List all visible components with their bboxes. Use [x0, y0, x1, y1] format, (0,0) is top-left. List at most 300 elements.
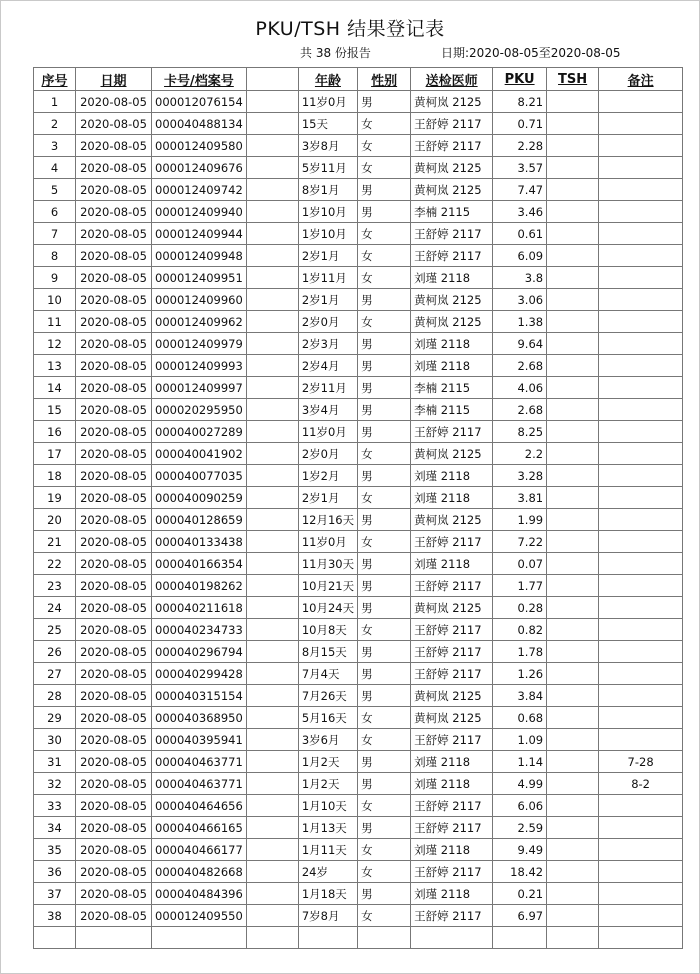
- cell-card: 000040299428: [152, 663, 247, 685]
- cell-sex: 女: [358, 135, 411, 157]
- table-row: [34, 421, 683, 443]
- table-row: [34, 773, 683, 795]
- cell-note: [599, 707, 683, 729]
- cell-tsh: [547, 641, 599, 663]
- cell-tsh: [547, 179, 599, 201]
- cell-date: 2020-08-05: [76, 245, 152, 267]
- cell-pku: 1.77: [493, 575, 547, 597]
- cell-tsh: [547, 597, 599, 619]
- cell-sex: [358, 927, 411, 949]
- cell-pku: 0.71: [493, 113, 547, 135]
- cell-doctor: 王舒婷 2117: [411, 245, 493, 267]
- cell-sex: 男: [358, 597, 411, 619]
- cell-date: 2020-08-05: [76, 905, 152, 927]
- cell-tsh: [547, 685, 599, 707]
- cell-blank: [246, 135, 298, 157]
- cell-tsh: [547, 795, 599, 817]
- cell-pku: 2.68: [493, 355, 547, 377]
- cell-blank: [246, 355, 298, 377]
- cell-sex: 女: [358, 223, 411, 245]
- cell-blank: [246, 443, 298, 465]
- cell-tsh: [547, 905, 599, 927]
- cell-card: 000012409962: [152, 311, 247, 333]
- cell-tsh: [547, 311, 599, 333]
- table-row: [34, 553, 683, 575]
- cell-card: 000040296794: [152, 641, 247, 663]
- cell-card: 000012409742: [152, 179, 247, 201]
- cell-date: 2020-08-05: [76, 729, 152, 751]
- cell-age: 3岁6月: [298, 729, 357, 751]
- cell-pku: 1.38: [493, 311, 547, 333]
- cell-note: [599, 597, 683, 619]
- cell-pku: 2.2: [493, 443, 547, 465]
- cell-note: [599, 245, 683, 267]
- cell-sex: 女: [358, 487, 411, 509]
- header-sex: 性别: [358, 68, 411, 91]
- cell-pku: 0.82: [493, 619, 547, 641]
- cell-date: 2020-08-05: [76, 597, 152, 619]
- cell-age: 7月26天: [298, 685, 357, 707]
- cell-seq: 21: [34, 531, 76, 553]
- cell-seq: 13: [34, 355, 76, 377]
- cell-tsh: [547, 465, 599, 487]
- cell-tsh: [547, 773, 599, 795]
- cell-date: 2020-08-05: [76, 201, 152, 223]
- cell-note: [599, 883, 683, 905]
- cell-note: [599, 839, 683, 861]
- cell-sex: 女: [358, 245, 411, 267]
- cell-note: [599, 861, 683, 883]
- cell-date: 2020-08-05: [76, 355, 152, 377]
- cell-tsh: [547, 817, 599, 839]
- cell-age: 8岁1月: [298, 179, 357, 201]
- cell-pku: 4.99: [493, 773, 547, 795]
- table-row: [34, 685, 683, 707]
- cell-sex: 男: [358, 399, 411, 421]
- cell-sex: 男: [358, 421, 411, 443]
- cell-sex: 女: [358, 311, 411, 333]
- cell-seq: 38: [34, 905, 76, 927]
- cell-date: 2020-08-05: [76, 333, 152, 355]
- cell-note: [599, 135, 683, 157]
- cell-doctor: 李楠 2115: [411, 201, 493, 223]
- cell-note: [599, 443, 683, 465]
- cell-sex: 女: [358, 839, 411, 861]
- cell-sex: 男: [358, 663, 411, 685]
- cell-pku: 4.06: [493, 377, 547, 399]
- table-row: [34, 509, 683, 531]
- cell-pku: 9.49: [493, 839, 547, 861]
- cell-card: 000040484396: [152, 883, 247, 905]
- cell-blank: [246, 91, 298, 113]
- table-row: [34, 355, 683, 377]
- cell-date: 2020-08-05: [76, 861, 152, 883]
- cell-doctor: 刘瑾 2118: [411, 773, 493, 795]
- cell-tsh: [547, 619, 599, 641]
- cell-blank: [246, 487, 298, 509]
- cell-note: [599, 289, 683, 311]
- cell-date: 2020-08-05: [76, 443, 152, 465]
- cell-sex: 男: [358, 641, 411, 663]
- cell-note: [599, 223, 683, 245]
- cell-card: 000040090259: [152, 487, 247, 509]
- cell-doctor: 黄柯岚 2125: [411, 685, 493, 707]
- cell-note: [599, 795, 683, 817]
- cell-pku: 9.64: [493, 333, 547, 355]
- cell-pku: 0.21: [493, 883, 547, 905]
- cell-seq: 11: [34, 311, 76, 333]
- cell-seq: 8: [34, 245, 76, 267]
- cell-date: 2020-08-05: [76, 641, 152, 663]
- table-row: [34, 333, 683, 355]
- table-row: [34, 729, 683, 751]
- table-row: [34, 707, 683, 729]
- cell-seq: 1: [34, 91, 76, 113]
- cell-doctor: 王舒婷 2117: [411, 817, 493, 839]
- cell-sex: 男: [358, 289, 411, 311]
- cell-age: 10月24天: [298, 597, 357, 619]
- table-row: [34, 487, 683, 509]
- cell-pku: 6.97: [493, 905, 547, 927]
- cell-card: 000040077035: [152, 465, 247, 487]
- cell-blank: [246, 267, 298, 289]
- cell-age: 11岁0月: [298, 91, 357, 113]
- cell-date: 2020-08-05: [76, 509, 152, 531]
- cell-tsh: [547, 399, 599, 421]
- cell-note: [599, 619, 683, 641]
- table-body: [34, 91, 683, 949]
- cell-sex: 女: [358, 267, 411, 289]
- cell-tsh: [547, 927, 599, 949]
- cell-blank: [246, 157, 298, 179]
- cell-sex: 女: [358, 157, 411, 179]
- cell-pku: 1.99: [493, 509, 547, 531]
- cell-card: 000012409550: [152, 905, 247, 927]
- cell-note: [599, 575, 683, 597]
- cell-tsh: [547, 245, 599, 267]
- cell-blank: [246, 311, 298, 333]
- cell-date: 2020-08-05: [76, 399, 152, 421]
- cell-age: 1月2天: [298, 751, 357, 773]
- cell-sex: 男: [358, 817, 411, 839]
- cell-doctor: 黄柯岚 2125: [411, 179, 493, 201]
- cell-note: [599, 267, 683, 289]
- cell-tsh: [547, 575, 599, 597]
- cell-age: 2岁0月: [298, 311, 357, 333]
- cell-blank: [246, 619, 298, 641]
- cell-age: 11岁0月: [298, 531, 357, 553]
- cell-sex: 女: [358, 707, 411, 729]
- cell-age: 2岁11月: [298, 377, 357, 399]
- cell-date: 2020-08-05: [76, 685, 152, 707]
- cell-age: 2岁1月: [298, 245, 357, 267]
- cell-doctor: 刘瑾 2118: [411, 465, 493, 487]
- cell-card: 000040395941: [152, 729, 247, 751]
- cell-doctor: 黄柯岚 2125: [411, 707, 493, 729]
- cell-blank: [246, 553, 298, 575]
- cell-doctor: 刘瑾 2118: [411, 839, 493, 861]
- cell-sex: 女: [358, 443, 411, 465]
- cell-blank: [246, 707, 298, 729]
- cell-note: [599, 663, 683, 685]
- cell-card: 000012409948: [152, 245, 247, 267]
- cell-doctor: 王舒婷 2117: [411, 531, 493, 553]
- table-row: [34, 663, 683, 685]
- cell-date: 2020-08-05: [76, 707, 152, 729]
- cell-note: [599, 333, 683, 355]
- cell-blank: [246, 509, 298, 531]
- cell-seq: 30: [34, 729, 76, 751]
- cell-tsh: [547, 861, 599, 883]
- cell-age: 1月2天: [298, 773, 357, 795]
- cell-blank: [246, 575, 298, 597]
- cell-note: [599, 91, 683, 113]
- cell-tsh: [547, 839, 599, 861]
- cell-tsh: [547, 707, 599, 729]
- table-row: [34, 795, 683, 817]
- cell-tsh: [547, 553, 599, 575]
- cell-card: 000040463771: [152, 773, 247, 795]
- cell-pku: 3.84: [493, 685, 547, 707]
- cell-age: 8月15天: [298, 641, 357, 663]
- cell-tsh: [547, 157, 599, 179]
- table-row: [34, 751, 683, 773]
- cell-blank: [246, 795, 298, 817]
- cell-date: [76, 927, 152, 949]
- cell-blank: [246, 421, 298, 443]
- table-row: [34, 861, 683, 883]
- cell-blank: [246, 883, 298, 905]
- cell-date: 2020-08-05: [76, 421, 152, 443]
- cell-age: 7岁8月: [298, 905, 357, 927]
- cell-blank: [246, 179, 298, 201]
- header-row: [34, 68, 683, 91]
- cell-card: 000012409997: [152, 377, 247, 399]
- header-seq: 序号: [34, 68, 76, 91]
- cell-seq: 19: [34, 487, 76, 509]
- cell-date: 2020-08-05: [76, 179, 152, 201]
- cell-blank: [246, 223, 298, 245]
- cell-age: 2岁1月: [298, 289, 357, 311]
- cell-seq: 5: [34, 179, 76, 201]
- cell-seq: 16: [34, 421, 76, 443]
- cell-age: 2岁3月: [298, 333, 357, 355]
- header-age: 年龄: [298, 68, 357, 91]
- cell-note: [599, 641, 683, 663]
- cell-seq: 24: [34, 597, 76, 619]
- cell-card: 000040464656: [152, 795, 247, 817]
- cell-card: 000040211618: [152, 597, 247, 619]
- cell-note: [599, 113, 683, 135]
- cell-note: [599, 377, 683, 399]
- cell-note: [599, 817, 683, 839]
- cell-note: [599, 487, 683, 509]
- cell-sex: 男: [358, 91, 411, 113]
- cell-pku: 3.28: [493, 465, 547, 487]
- cell-date: 2020-08-05: [76, 883, 152, 905]
- cell-tsh: [547, 729, 599, 751]
- cell-doctor: 刘瑾 2118: [411, 883, 493, 905]
- cell-age: 10月21天: [298, 575, 357, 597]
- cell-tsh: [547, 377, 599, 399]
- cell-doctor: 王舒婷 2117: [411, 135, 493, 157]
- cell-doctor: 黄柯岚 2125: [411, 289, 493, 311]
- cell-doctor: 王舒婷 2117: [411, 729, 493, 751]
- cell-age: 2岁0月: [298, 443, 357, 465]
- cell-tsh: [547, 751, 599, 773]
- cell-age: 3岁8月: [298, 135, 357, 157]
- cell-sex: 女: [358, 905, 411, 927]
- cell-sex: 男: [358, 883, 411, 905]
- cell-card: 000040315154: [152, 685, 247, 707]
- cell-doctor: 王舒婷 2117: [411, 113, 493, 135]
- cell-sex: 女: [358, 861, 411, 883]
- cell-seq: 12: [34, 333, 76, 355]
- table-row: [34, 443, 683, 465]
- table-row: [34, 817, 683, 839]
- cell-sex: 女: [358, 531, 411, 553]
- cell-blank: [246, 773, 298, 795]
- table-row: [34, 311, 683, 333]
- cell-seq: 26: [34, 641, 76, 663]
- cell-sex: 男: [358, 333, 411, 355]
- cell-sex: 男: [358, 355, 411, 377]
- cell-tsh: [547, 333, 599, 355]
- table-row: [34, 245, 683, 267]
- cell-sex: 女: [358, 729, 411, 751]
- cell-age: 11岁0月: [298, 421, 357, 443]
- cell-card: 000040466165: [152, 817, 247, 839]
- cell-date: 2020-08-05: [76, 575, 152, 597]
- cell-note: [599, 509, 683, 531]
- cell-note: [599, 179, 683, 201]
- cell-date: 2020-08-05: [76, 487, 152, 509]
- cell-seq: 17: [34, 443, 76, 465]
- cell-card: 000040234733: [152, 619, 247, 641]
- cell-date: 2020-08-05: [76, 531, 152, 553]
- cell-sex: 男: [358, 751, 411, 773]
- cell-age: 1岁10月: [298, 201, 357, 223]
- cell-doctor: 王舒婷 2117: [411, 641, 493, 663]
- cell-sex: 女: [358, 619, 411, 641]
- cell-pku: 1.09: [493, 729, 547, 751]
- cell-blank: [246, 333, 298, 355]
- cell-seq: 28: [34, 685, 76, 707]
- cell-card: 000012409940: [152, 201, 247, 223]
- cell-seq: 35: [34, 839, 76, 861]
- cell-seq: 2: [34, 113, 76, 135]
- cell-blank: [246, 817, 298, 839]
- cell-blank: [246, 399, 298, 421]
- cell-age: [298, 927, 357, 949]
- table-row: [34, 377, 683, 399]
- report-count: 共 38 份报告: [300, 46, 371, 60]
- cell-tsh: [547, 289, 599, 311]
- cell-card: 000020295950: [152, 399, 247, 421]
- cell-doctor: 王舒婷 2117: [411, 575, 493, 597]
- cell-doctor: 王舒婷 2117: [411, 223, 493, 245]
- cell-note: [599, 421, 683, 443]
- cell-age: 2岁4月: [298, 355, 357, 377]
- cell-age: 1岁2月: [298, 465, 357, 487]
- table-row: [34, 575, 683, 597]
- cell-date: 2020-08-05: [76, 377, 152, 399]
- cell-blank: [246, 289, 298, 311]
- cell-age: 24岁: [298, 861, 357, 883]
- cell-pku: 0.07: [493, 553, 547, 575]
- table-row: [34, 531, 683, 553]
- cell-card: 000012409580: [152, 135, 247, 157]
- cell-blank: [246, 465, 298, 487]
- cell-doctor: 刘瑾 2118: [411, 267, 493, 289]
- cell-pku: 8.25: [493, 421, 547, 443]
- cell-doctor: 王舒婷 2117: [411, 795, 493, 817]
- cell-pku: 0.28: [493, 597, 547, 619]
- cell-note: [599, 685, 683, 707]
- cell-card: 000040041902: [152, 443, 247, 465]
- cell-note: 7-28: [599, 751, 683, 773]
- cell-date: 2020-08-05: [76, 553, 152, 575]
- cell-doctor: 黄柯岚 2125: [411, 157, 493, 179]
- cell-sex: 女: [358, 113, 411, 135]
- cell-card: 000040128659: [152, 509, 247, 531]
- header-card: 卡号/档案号: [152, 68, 247, 91]
- cell-doctor: 刘瑾 2118: [411, 487, 493, 509]
- cell-card: 000040027289: [152, 421, 247, 443]
- cell-doctor: 刘瑾 2118: [411, 751, 493, 773]
- table-row: [34, 179, 683, 201]
- cell-pku: 8.21: [493, 91, 547, 113]
- cell-blank: [246, 245, 298, 267]
- cell-pku: 2.68: [493, 399, 547, 421]
- cell-date: 2020-08-05: [76, 135, 152, 157]
- cell-card: 000040488134: [152, 113, 247, 135]
- cell-seq: 33: [34, 795, 76, 817]
- table-row: [34, 619, 683, 641]
- cell-seq: 14: [34, 377, 76, 399]
- cell-date: 2020-08-05: [76, 311, 152, 333]
- cell-doctor: 王舒婷 2117: [411, 619, 493, 641]
- cell-doctor: 黄柯岚 2125: [411, 597, 493, 619]
- cell-pku: 3.06: [493, 289, 547, 311]
- cell-card: 000012409944: [152, 223, 247, 245]
- cell-seq: 36: [34, 861, 76, 883]
- cell-age: 1岁11月: [298, 267, 357, 289]
- cell-pku: 6.09: [493, 245, 547, 267]
- cell-blank: [246, 685, 298, 707]
- cell-seq: 29: [34, 707, 76, 729]
- cell-age: 10月8天: [298, 619, 357, 641]
- cell-doctor: 刘瑾 2118: [411, 553, 493, 575]
- table-row: [34, 267, 683, 289]
- cell-seq: 25: [34, 619, 76, 641]
- cell-doctor: 王舒婷 2117: [411, 861, 493, 883]
- date-range: 日期:2020-08-05至2020-08-05: [441, 46, 621, 60]
- cell-seq: 9: [34, 267, 76, 289]
- cell-age: 15天: [298, 113, 357, 135]
- cell-tsh: [547, 267, 599, 289]
- table-row: [34, 289, 683, 311]
- cell-seq: 6: [34, 201, 76, 223]
- cell-age: 2岁1月: [298, 487, 357, 509]
- cell-pku: 1.78: [493, 641, 547, 663]
- cell-tsh: [547, 531, 599, 553]
- cell-age: 1月11天: [298, 839, 357, 861]
- cell-doctor: 黄柯岚 2125: [411, 443, 493, 465]
- cell-pku: 3.46: [493, 201, 547, 223]
- cell-doctor: 黄柯岚 2125: [411, 91, 493, 113]
- cell-blank: [246, 839, 298, 861]
